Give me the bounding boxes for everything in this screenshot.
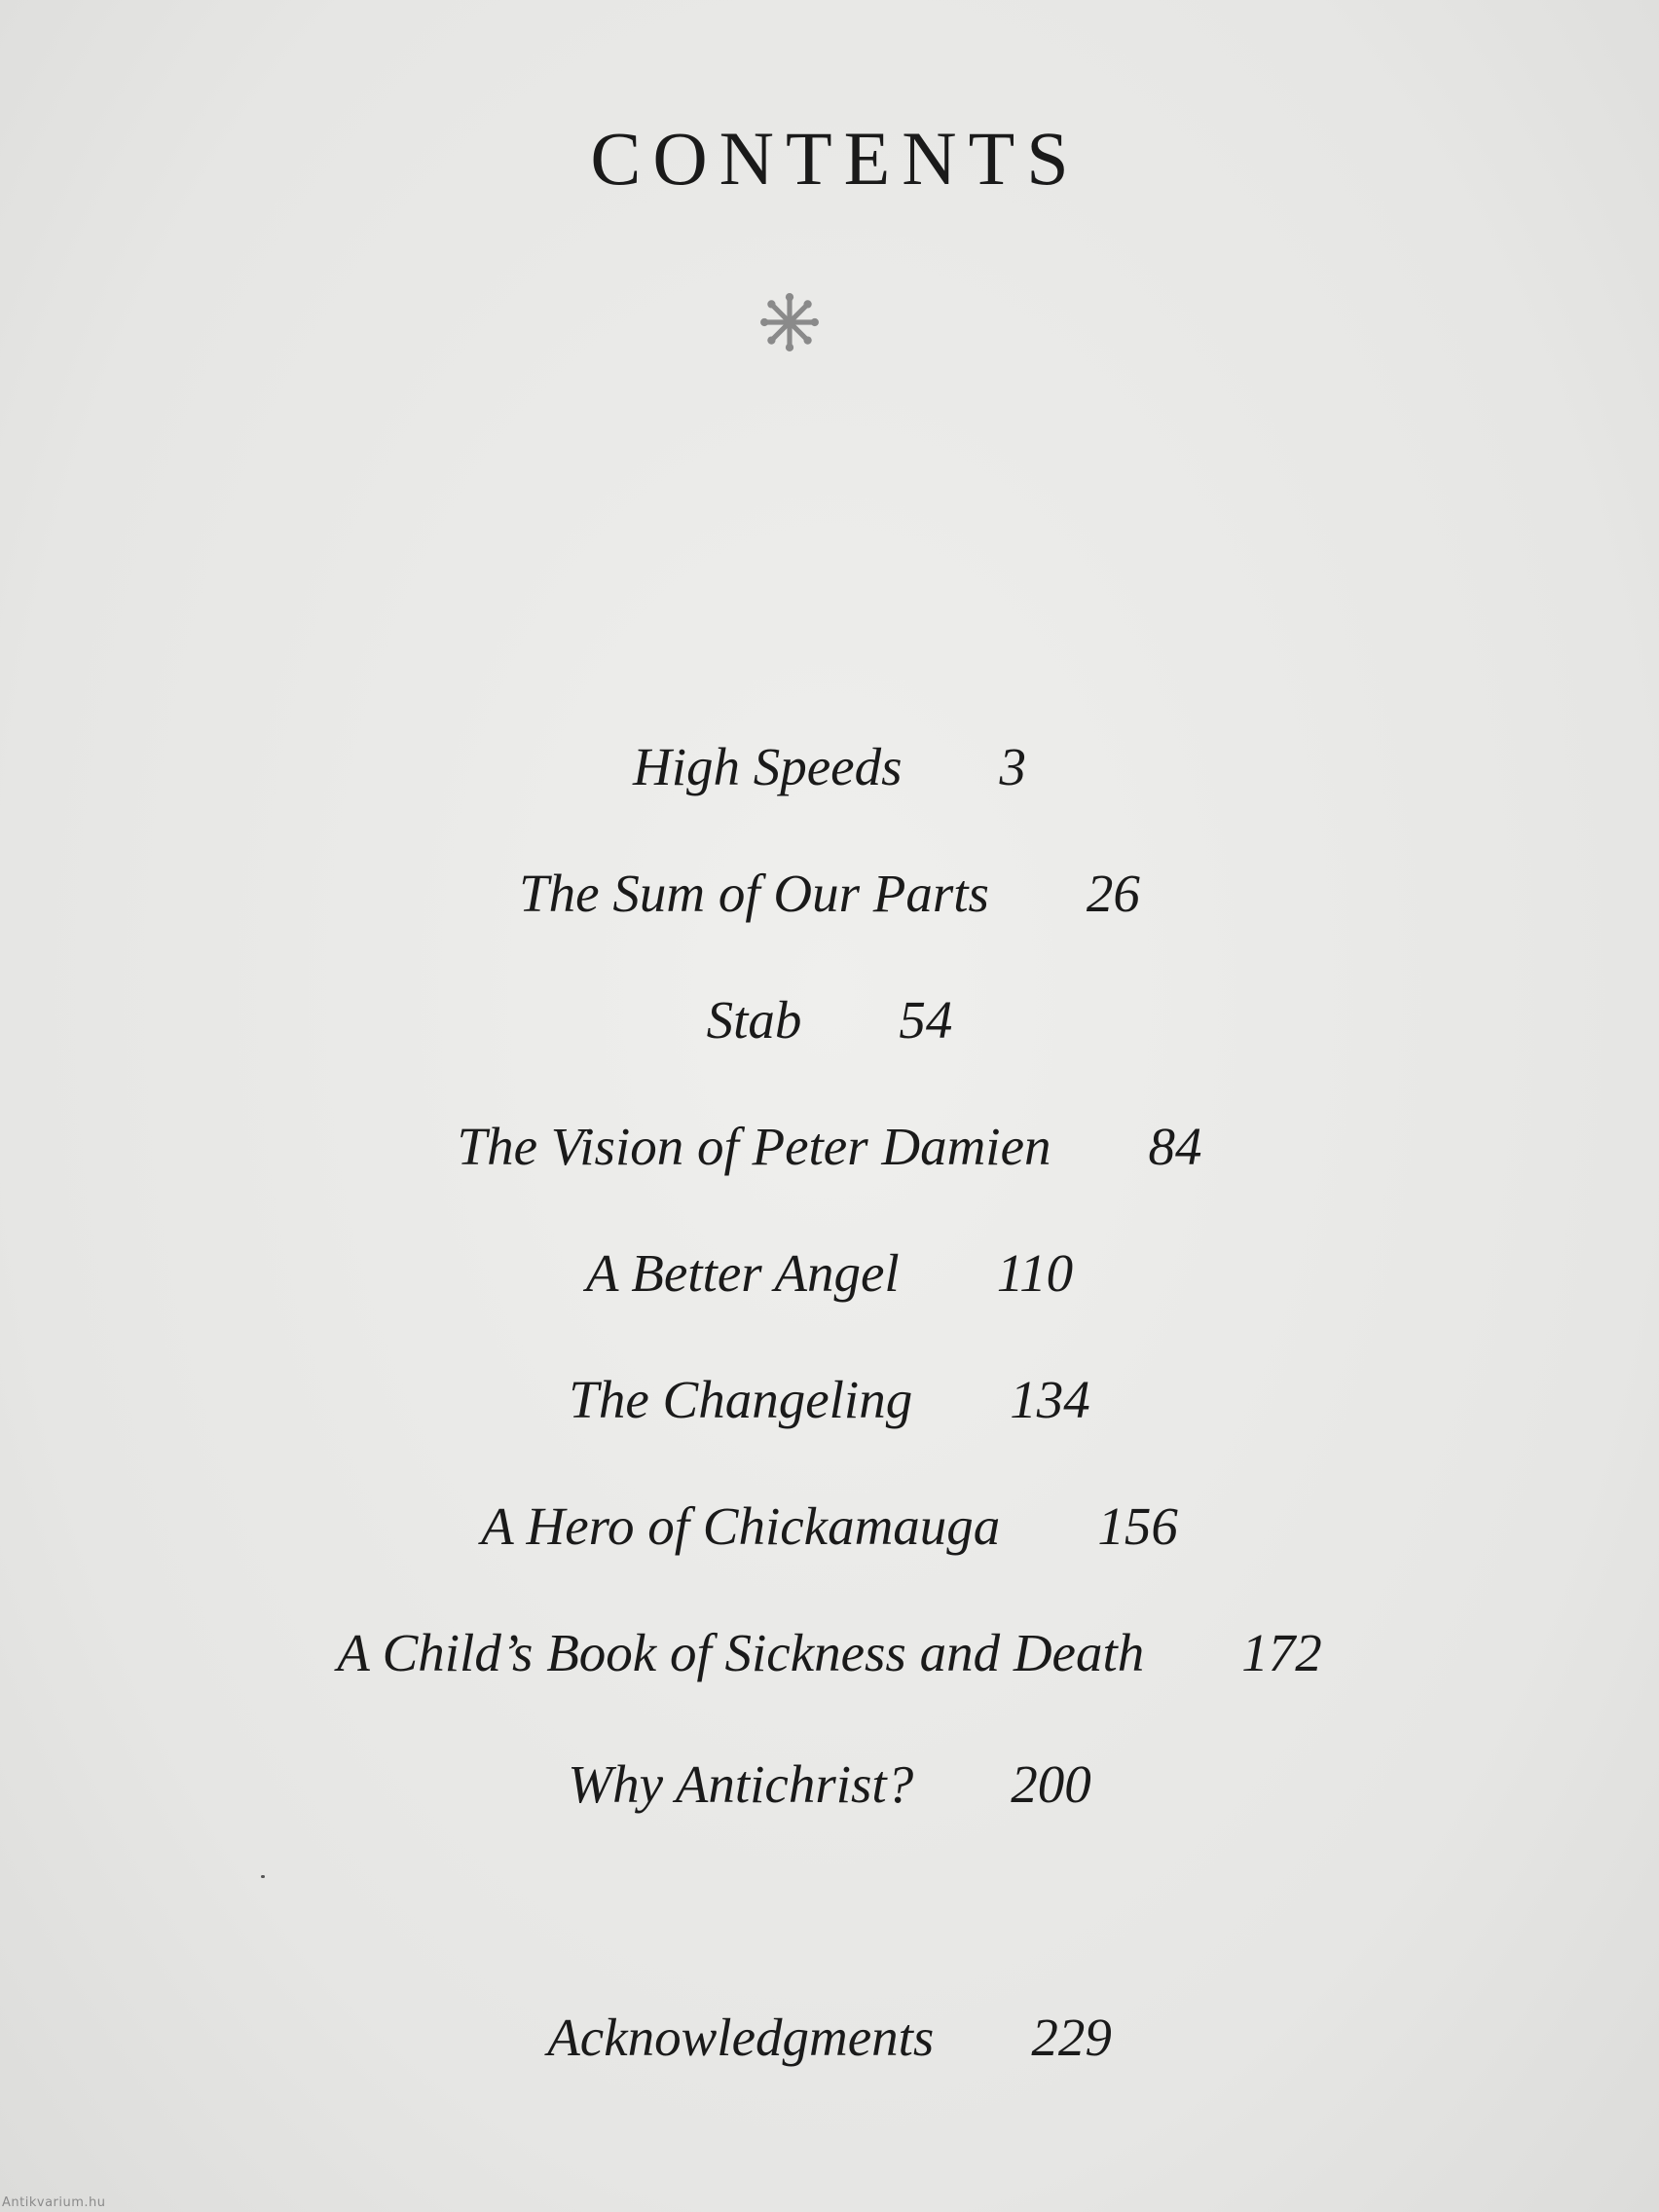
paper-speck xyxy=(261,1875,265,1878)
entry-title: High Speeds xyxy=(633,736,903,796)
toc-entry xyxy=(0,1613,1659,1691)
toc-entry-acknowledgments xyxy=(0,1998,1659,2076)
entry-title: Stab xyxy=(706,989,802,1050)
entry-title: The Sum of Our Parts xyxy=(519,863,989,923)
entry-title: Why Antichrist? xyxy=(568,1753,914,1814)
entry-page-number: 110 xyxy=(996,1242,1074,1303)
entry-page-number: 54 xyxy=(899,989,953,1050)
entry-page-number: 84 xyxy=(1148,1116,1202,1176)
toc-entry xyxy=(0,727,1659,805)
entry-page-number: 229 xyxy=(1031,2007,1112,2067)
toc-entry xyxy=(0,980,1659,1058)
toc-entry xyxy=(0,1360,1659,1438)
entry-page-number: 156 xyxy=(1097,1495,1178,1556)
toc-entry xyxy=(0,854,1659,932)
entry-page-number: 26 xyxy=(1086,863,1140,923)
watermark: Antikvarium.hu xyxy=(2,2195,106,2210)
toc-entry xyxy=(0,1107,1659,1185)
entry-title: Acknowledgments xyxy=(547,2007,935,2067)
entry-title: A Better Angel xyxy=(585,1242,900,1303)
entry-page-number: 172 xyxy=(1241,1622,1322,1682)
toc-entry xyxy=(0,1745,1659,1823)
entry-title: A Hero of Chickamauga xyxy=(481,1495,1001,1556)
entry-page-number: 200 xyxy=(1011,1753,1091,1814)
entry-title: The Changeling xyxy=(569,1369,913,1429)
entry-title: The Vision of Peter Damien xyxy=(457,1116,1051,1176)
entry-page-number: 3 xyxy=(999,736,1026,796)
page-title: CONTENTS xyxy=(590,116,1081,201)
toc-entry xyxy=(0,1487,1659,1565)
entry-title: A Child’s Book of Sickness and Death xyxy=(337,1622,1145,1682)
entry-page-number: 134 xyxy=(1010,1369,1090,1429)
toc-entry xyxy=(0,1234,1659,1311)
